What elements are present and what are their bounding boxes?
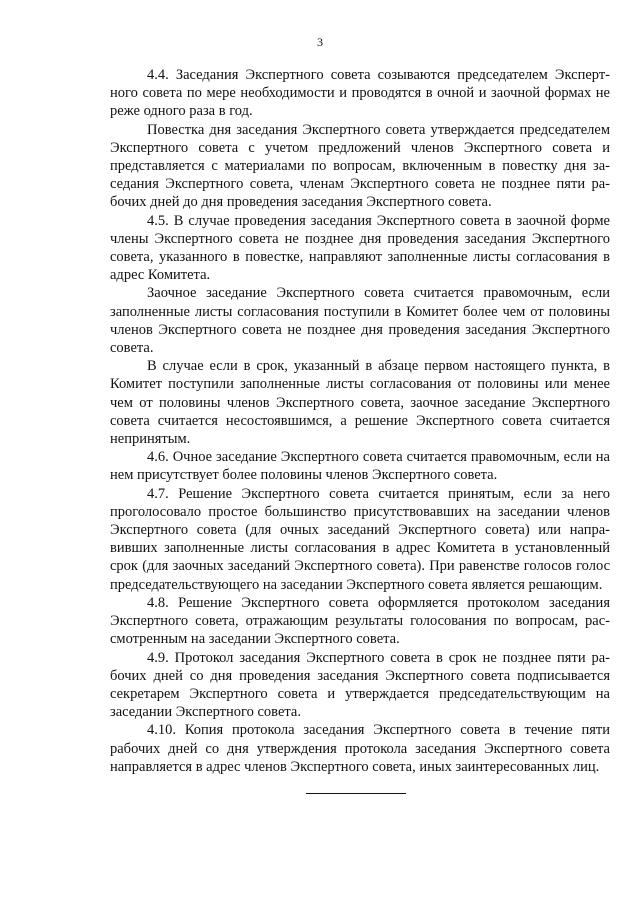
end-divider-line bbox=[306, 793, 406, 794]
paragraph-4-5: 4.5. В случае проведения заседания Экспертного совета в заочной форме члены Экспертного совета не позднее дня проведения заседания Экспертного совета, указанного в повестке, направляют заполненные листы согласования в адрес Комитета. bbox=[110, 212, 610, 284]
page-number: 3 bbox=[317, 35, 323, 49]
paragraph-absentee-failed: В случае если в срок, указанный в абзаце первом настоящего пункта, в Комитет поступили заполненные листы согласования от половины или менее чем от половины членов Экспертного совета, заочное заседание Экспертного совета считается несостоявшимся, а решение Экспертного совета считается непринятым. bbox=[110, 358, 610, 448]
paragraph-4-6: 4.6. Очное заседание Экспертного совета считается правомочным, если на нем присутствует более половины членов Экспертного совета. bbox=[110, 449, 610, 484]
paragraph-agenda: Повестка дня заседания Экспертного совета утверждается председателем Экспертного совета с учетом предложений членов Экспертного совета и представляется с материалами по вопросам, включенным в повестку дня заседания Экспертного совета, членам Экспертного совета не позднее пяти рабочих дней до дня проведения заседания Экспертного совета. bbox=[110, 121, 610, 211]
document-body bbox=[110, 66, 610, 776]
paragraph-4-9: 4.9. Протокол заседания Экспертного совета в срок не позднее пяти рабочих дней со дня проведения заседания Экспертного совета подписывается секретарем Экспертного совета и утверждается председательствующим на заседании Экспертного совета. bbox=[110, 649, 610, 721]
paragraph-4-8: 4.8. Решение Экспертного совета оформляется протоколом заседания Экспертного совета, отражающим результаты голосования по вопросам, рассмотренным на заседании Экспертного совета. bbox=[110, 594, 610, 648]
paragraph-4-10: 4.10. Копия протокола заседания Экспертного совета в течение пяти рабочих дней со дня утверждения протокола заседания Экспертного совета направляется в адрес членов Экспертного совета, иных заинтересованных лиц. bbox=[110, 722, 610, 775]
paragraph-4-4: 4.4. Заседания Экспертного совета созываются председателем Экспертного совета по мере необходимости и проводятся в очной и заочной формах не реже одного раза в год. bbox=[110, 67, 610, 120]
paragraph-4-7: 4.7. Решение Экспертного совета считается принятым, если за него проголосовало простое большинство присутствовавших на заседании членов Экспертного совета (для очных заседаний Экспертного совета) или направивших заполненные листы согласования в адрес Комитета в установленный срок (для заочных заседаний Экспертного совета). При равенстве голосов голос председательствующего на заседании Экспертного совета является решающим. bbox=[110, 485, 610, 593]
paragraph-absentee-quorum: Заочное заседание Экспертного совета считается правомочным, если заполненные листы согласования поступили в Комитет более чем от половины членов Экспертного совета не позднее дня проведения заседания Экспертного совета. bbox=[110, 285, 610, 357]
